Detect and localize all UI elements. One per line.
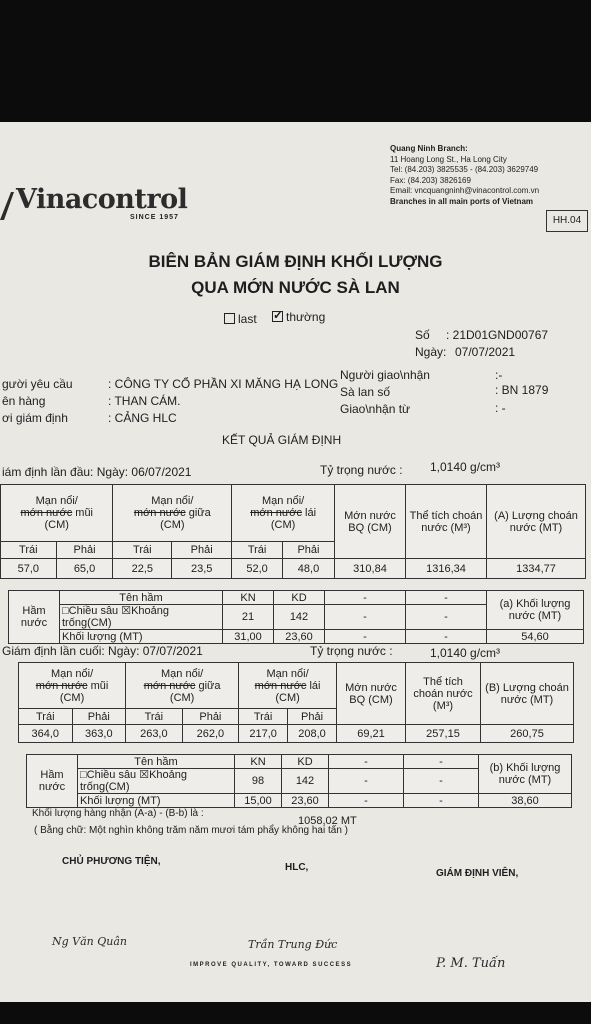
tank-dash: - bbox=[325, 630, 406, 644]
label-port: Trái bbox=[126, 709, 183, 725]
value-cell: 263,0 bbox=[126, 725, 183, 743]
label-port: Trái bbox=[1, 542, 57, 559]
date-value: 07/07/2021 bbox=[455, 345, 516, 359]
value-cell: 57,0 bbox=[1, 559, 57, 579]
net-mass-value: 1058,02 MT bbox=[298, 815, 357, 827]
branch-line: Fax: (84.203) 3826169 bbox=[390, 175, 471, 185]
last-draft-table bbox=[18, 662, 574, 743]
value-cell: 364,0 bbox=[19, 725, 73, 743]
footer-tagline: IMPROVE QUALITY, TOWARD SUCCESS bbox=[190, 962, 353, 968]
tank-kn-header: KN bbox=[223, 591, 274, 605]
tank-name-header: Tên hầm bbox=[78, 755, 235, 769]
value-cell: 217,0 bbox=[239, 725, 288, 743]
value-cell: 262,0 bbox=[182, 725, 239, 743]
last-density-label: Tỷ trọng nước : bbox=[310, 644, 393, 658]
tank-kn-value: 21 bbox=[223, 605, 274, 630]
table-row bbox=[1, 559, 586, 579]
tank-label: Hầm nước bbox=[27, 755, 78, 808]
option-normal[interactable]: ✓ thường bbox=[272, 310, 325, 324]
label-starboard: Phải bbox=[288, 709, 337, 725]
inspector-signature: P. M. Tuấn bbox=[436, 956, 506, 971]
requester-value: : CÔNG TY CỔ PHẦN XI MĂNG HẠ LONG bbox=[108, 377, 339, 391]
last-density-value: 1,0140 g/cm³ bbox=[430, 646, 501, 660]
tank-kn-value: 98 bbox=[235, 769, 282, 794]
place-label: ơi giám định bbox=[2, 411, 68, 425]
value-cell: 23,5 bbox=[172, 559, 232, 579]
tank-dash: - bbox=[329, 794, 404, 808]
label-starboard: Phải bbox=[172, 542, 232, 559]
form-code: HH.04 bbox=[546, 210, 588, 232]
hlc-signature-title: HLC, bbox=[285, 862, 309, 873]
inspection-report-paper bbox=[0, 122, 591, 1002]
tank-dash: - bbox=[325, 591, 406, 605]
option-last[interactable]: last bbox=[224, 312, 257, 326]
first-tank-table bbox=[8, 590, 584, 644]
company-logo: Vinacontrol bbox=[16, 184, 188, 215]
branch-line: Branches in all main ports of Vietnam bbox=[390, 196, 533, 206]
last-tank-table bbox=[26, 754, 572, 808]
branch-info bbox=[390, 144, 539, 207]
label-port: Trái bbox=[232, 542, 283, 559]
header-mean-draft: Mớn nước BQ (CM) bbox=[337, 663, 406, 725]
tank-kn-mass: 15,00 bbox=[235, 794, 282, 808]
net-mass-label: Khối lượng hàng nhận (A-a) - (B-b) là : bbox=[32, 808, 204, 819]
water-mass-label: (a) Khối lượng nước (MT) bbox=[487, 591, 584, 630]
branch-line: 11 Hoang Long St., Ha Long City bbox=[390, 154, 507, 164]
value-cell: 22,5 bbox=[113, 559, 172, 579]
header-mean-draft: Mớn nước BQ (CM) bbox=[335, 485, 406, 559]
last-heading: Giám định lần cuối: Ngày: 07/07/2021 bbox=[2, 644, 203, 658]
label-starboard: Phải bbox=[56, 542, 113, 559]
header-displacement: (B) Lượng choán nước (MT) bbox=[481, 663, 574, 725]
owner-signature: Ng Văn Quân bbox=[52, 935, 127, 948]
header-stern: Mạn nổi/ mớn nước lái (CM) bbox=[232, 485, 335, 542]
so-label: Số bbox=[415, 328, 430, 342]
branch-line: Quang Ninh Branch: bbox=[390, 144, 468, 153]
checkbox-normal[interactable] bbox=[272, 311, 283, 322]
net-mass-words: ( Bằng chữ: Một nghìn không trăm năm mươi tám phẩy không hai tấn ) bbox=[34, 825, 348, 836]
tank-dash: - bbox=[404, 769, 479, 794]
first-density-label: Tỷ trọng nước : bbox=[320, 463, 403, 477]
tank-kd-mass: 23,60 bbox=[274, 630, 325, 644]
report-title-line1: BIÊN BẢN GIÁM ĐỊNH KHỐI LƯỢNG bbox=[148, 252, 443, 271]
tank-kd-header: KD bbox=[274, 591, 325, 605]
tank-dash: - bbox=[406, 630, 487, 644]
value-cell: 69,21 bbox=[337, 725, 406, 743]
tank-dash: - bbox=[406, 591, 487, 605]
branch-line: Email: vncquangninh@vinacontrol.com.vn bbox=[390, 186, 540, 195]
tank-kd-value: 142 bbox=[282, 769, 329, 794]
place-value: : CẢNG HLC bbox=[108, 411, 177, 425]
date-label: Ngày: bbox=[415, 345, 447, 359]
header-mid: Mạn nổi/ mớn nước giữa (CM) bbox=[113, 485, 232, 542]
value-cell: 65,0 bbox=[56, 559, 113, 579]
water-mass-label: (b) Khối lượng nước (MT) bbox=[479, 755, 572, 794]
deliverer-label: Người giao\nhận bbox=[340, 368, 430, 382]
label-starboard: Phải bbox=[282, 542, 334, 559]
hlc-signature: Trần Trung Đức bbox=[248, 938, 338, 951]
cargo-value: : THAN CÁM. bbox=[108, 394, 181, 408]
tank-kd-mass: 23,60 bbox=[282, 794, 329, 808]
result-heading: KẾT QUẢ GIÁM ĐỊNH bbox=[222, 433, 342, 447]
requester-label: gười yêu cầu bbox=[2, 377, 73, 391]
deliverer-value: :- bbox=[495, 368, 503, 382]
tank-dash: - bbox=[325, 605, 406, 630]
label-port: Trái bbox=[239, 709, 288, 725]
first-density-value: 1,0140 g/cm³ bbox=[430, 460, 501, 474]
tank-dash: - bbox=[329, 769, 404, 794]
label-port: Trái bbox=[113, 542, 172, 559]
tank-kd-value: 142 bbox=[274, 605, 325, 630]
tank-kn-header: KN bbox=[235, 755, 282, 769]
barge-label: Sà lan số bbox=[340, 385, 391, 399]
value-cell: 48,0 bbox=[282, 559, 334, 579]
header-mid: Mạn nổi/ mớn nước giữa (CM) bbox=[126, 663, 239, 709]
logo-since: SINCE 1957 bbox=[130, 214, 179, 221]
first-draft-table bbox=[0, 484, 586, 579]
value-cell: 257,15 bbox=[406, 725, 481, 743]
delivery-from-label: Giao\nhận từ bbox=[340, 402, 411, 416]
owner-signature-title: CHỦ PHƯƠNG TIỆN, bbox=[62, 856, 161, 867]
header-stern: Mạn nổi/ mớn nước lái (CM) bbox=[239, 663, 337, 709]
tank-mass-row: Khối lượng (MT) bbox=[60, 630, 223, 644]
table-row bbox=[19, 725, 574, 743]
tank-dash: - bbox=[329, 755, 404, 769]
inspector-signature-title: GIÁM ĐỊNH VIÊN, bbox=[436, 868, 519, 879]
label-starboard: Phải bbox=[182, 709, 239, 725]
cargo-label: ên hàng bbox=[2, 394, 46, 408]
delivery-from-value: : - bbox=[495, 401, 506, 415]
tank-depth-row: □Chiều sâu ☒Khoảng trống(CM) bbox=[78, 769, 235, 794]
branch-line: Tel: (84.203) 3825535 - (84.203) 3629749 bbox=[390, 165, 539, 174]
label-port: Trái bbox=[19, 709, 73, 725]
label-starboard: Phải bbox=[72, 709, 126, 725]
header-bow: Mạn nổi/ mớn nước mũi (CM) bbox=[19, 663, 126, 709]
value-cell: 1334,77 bbox=[487, 559, 586, 579]
tank-kd-header: KD bbox=[282, 755, 329, 769]
value-cell: 208,0 bbox=[288, 725, 337, 743]
tank-dash: - bbox=[406, 605, 487, 630]
so-value: : 21D01GND00767 bbox=[446, 328, 549, 342]
value-cell: 310,84 bbox=[335, 559, 406, 579]
checkbox-last[interactable] bbox=[224, 313, 235, 324]
tank-name-header: Tên hầm bbox=[60, 591, 223, 605]
report-title-line2: QUA MỚN NƯỚC SÀ LAN bbox=[191, 278, 400, 297]
water-mass-value: 38,60 bbox=[479, 794, 572, 808]
first-heading: iám định lần đầu: Ngày: 06/07/2021 bbox=[2, 465, 192, 479]
tank-dash: - bbox=[404, 794, 479, 808]
value-cell: 52,0 bbox=[232, 559, 283, 579]
tank-dash: - bbox=[404, 755, 479, 769]
barge-value: : BN 1879 bbox=[495, 383, 549, 397]
header-volume: Thể tích choán nước (M³) bbox=[406, 485, 487, 559]
tank-kn-mass: 31,00 bbox=[223, 630, 274, 644]
water-mass-value: 54,60 bbox=[487, 630, 584, 644]
tank-label: Hầm nước bbox=[9, 591, 60, 644]
value-cell: 1316,34 bbox=[406, 559, 487, 579]
header-bow: Mạn nổi/ mớn nước mũi (CM) bbox=[1, 485, 113, 542]
tank-depth-row: □Chiều sâu ☒Khoảng trống(CM) bbox=[60, 605, 223, 630]
value-cell: 363,0 bbox=[72, 725, 126, 743]
header-volume: Thể tích choán nước (M³) bbox=[406, 663, 481, 725]
tank-mass-row: Khối lượng (MT) bbox=[78, 794, 235, 808]
value-cell: 260,75 bbox=[481, 725, 574, 743]
header-displacement: (A) Lượng choán nước (MT) bbox=[487, 485, 586, 559]
